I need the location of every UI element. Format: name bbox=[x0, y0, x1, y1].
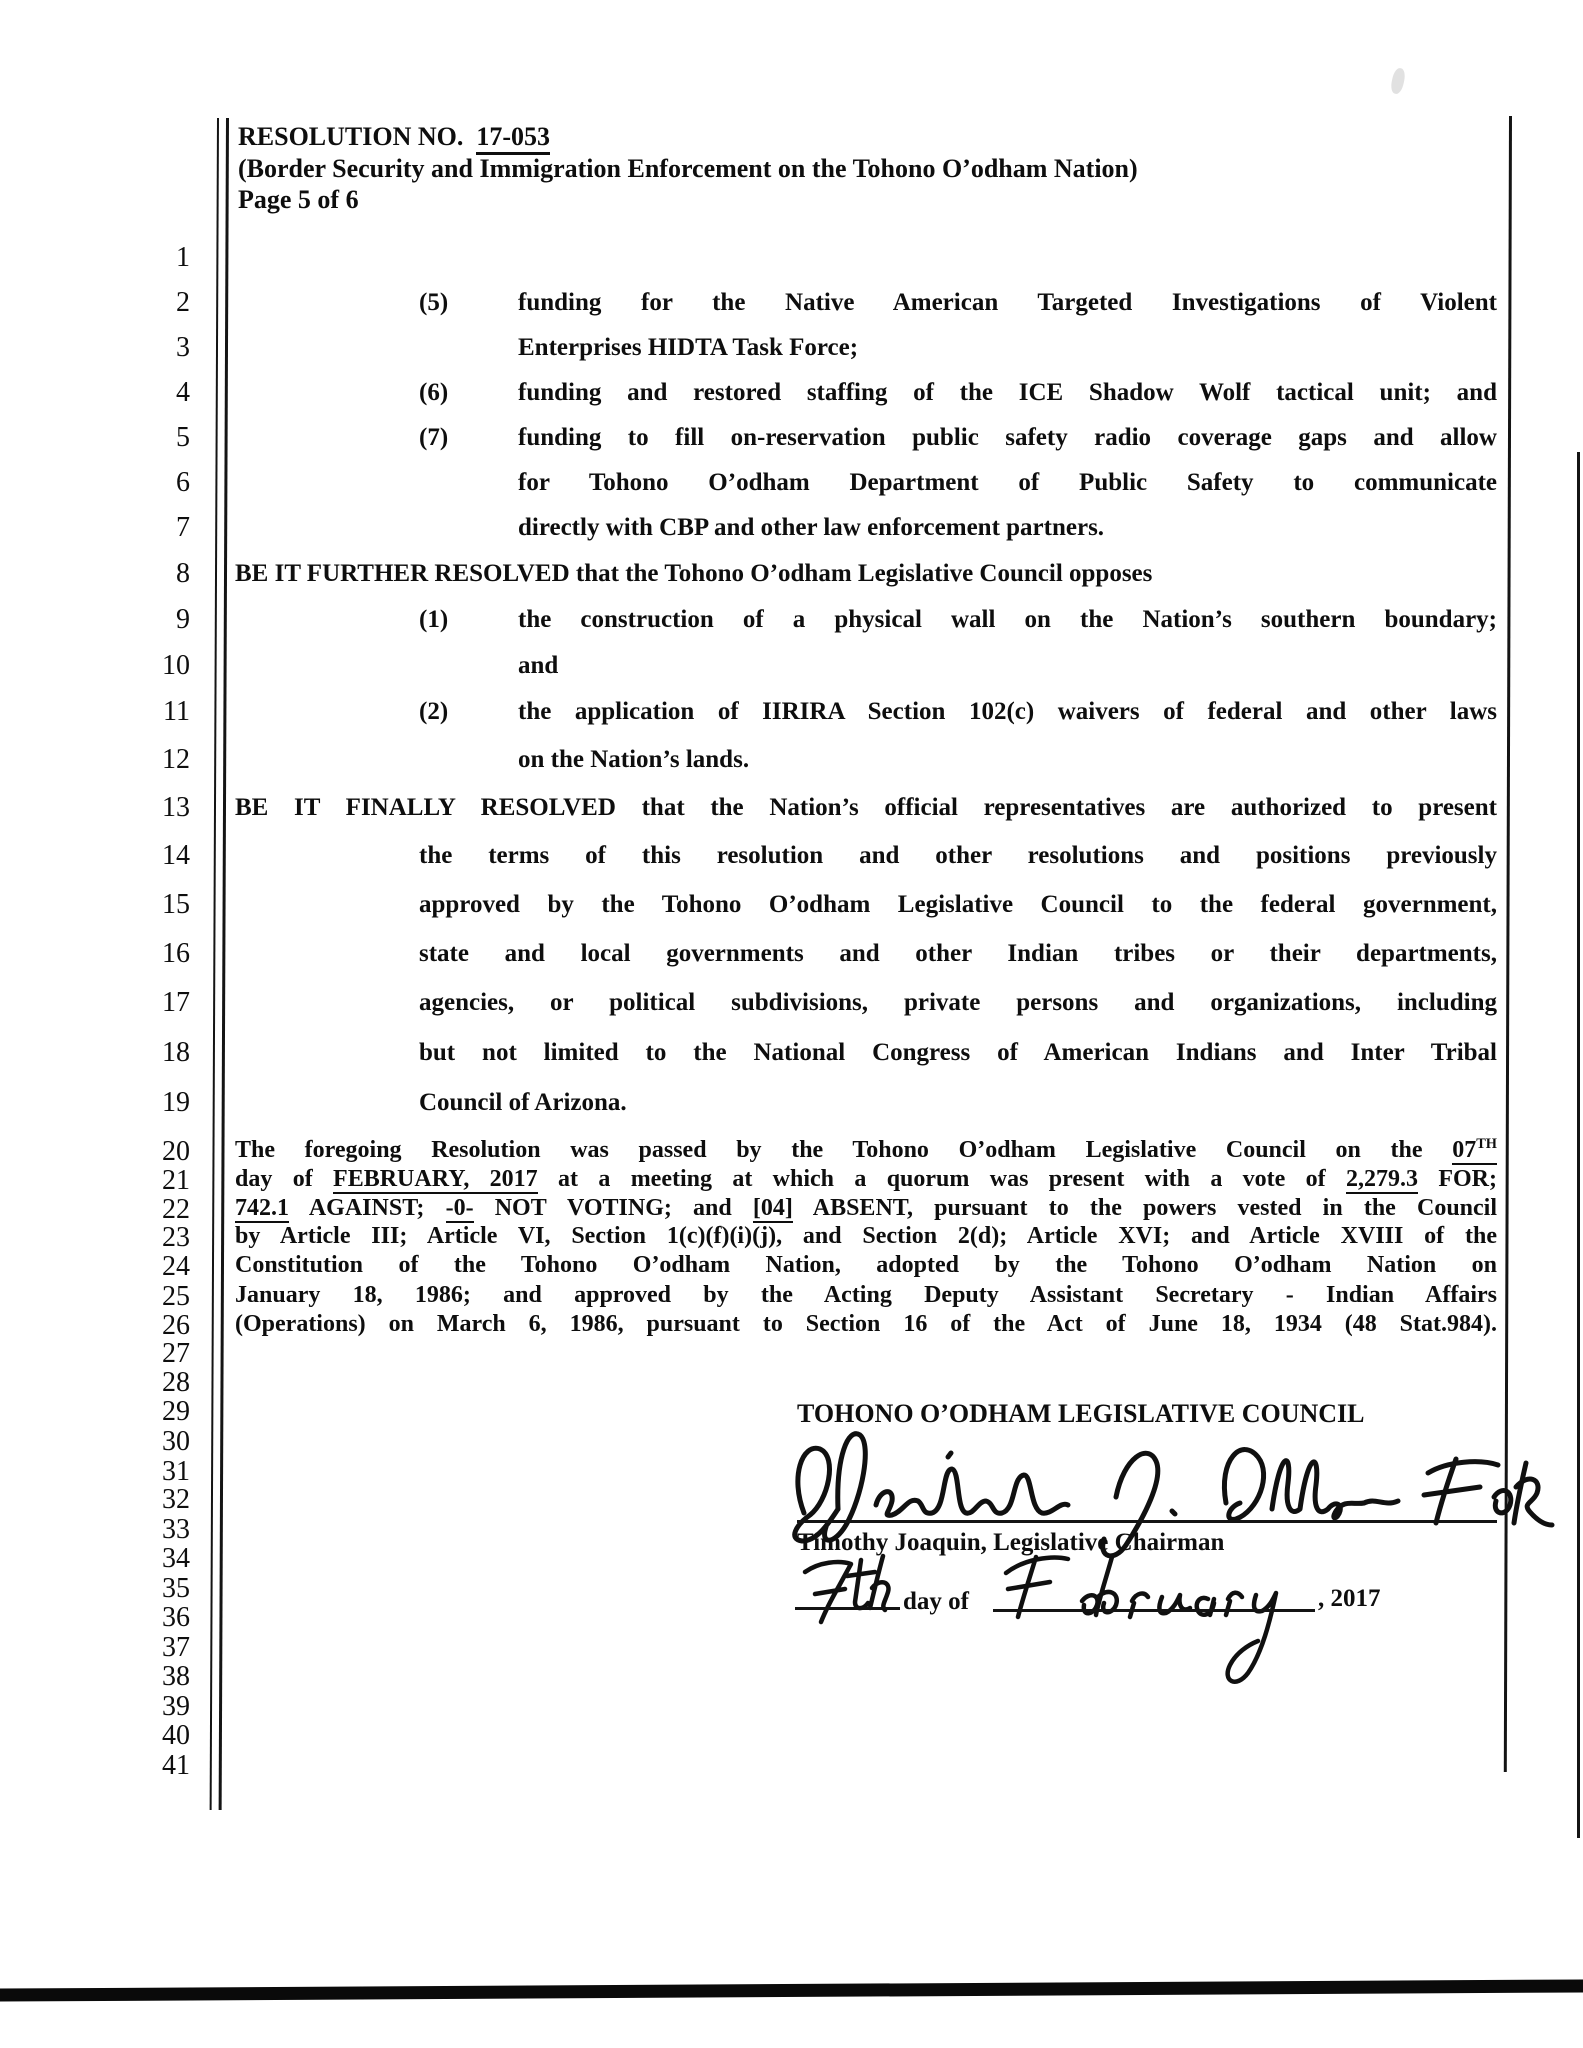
list-item-label: (1) bbox=[419, 606, 449, 633]
text-line: funding to fill on-reservation public safety radio coverage gaps and allow bbox=[518, 424, 1497, 451]
text-line: the application of IIRIRA Section 102(c) waivers of federal and other laws bbox=[518, 698, 1497, 725]
line-number: 34 bbox=[162, 1543, 190, 1574]
line-number: 36 bbox=[162, 1602, 190, 1633]
line-number: 16 bbox=[162, 938, 190, 969]
text-line: for Tohono O’odham Department of Public Safety to communicate bbox=[518, 469, 1497, 496]
line-number: 28 bbox=[162, 1367, 190, 1398]
line-number: 9 bbox=[176, 604, 190, 635]
line-number: 17 bbox=[162, 987, 190, 1018]
line-number: 20 bbox=[162, 1136, 190, 1167]
text-line bbox=[235, 1194, 1497, 1223]
line-number: 21 bbox=[162, 1165, 190, 1196]
text-segment: at a meeting at which a quorum was present with a vote of bbox=[537, 1166, 1346, 1192]
line-number: 4 bbox=[176, 377, 190, 408]
line-number: 6 bbox=[176, 467, 190, 498]
line-number: 26 bbox=[162, 1310, 190, 1341]
text-line: Constitution of the Tohono O’odham Nation, adopted by the Tohono O’odham Nation on bbox=[235, 1252, 1497, 1278]
line-number: 12 bbox=[162, 744, 190, 775]
text-line: the construction of a physical wall on the Nation’s southern boundary; bbox=[518, 606, 1497, 633]
line-number: 22 bbox=[162, 1194, 190, 1225]
text-segment: ABSENT, pursuant to the powers vested in the Council bbox=[792, 1195, 1497, 1221]
text-line: BE IT FURTHER RESOLVED that the Tohono O’odham Legislative Council opposes bbox=[235, 560, 1153, 587]
line-number: 15 bbox=[162, 889, 190, 920]
underlined-text: 742.1 bbox=[235, 1195, 289, 1221]
line-number: 11 bbox=[163, 696, 190, 727]
line-number: 13 bbox=[162, 792, 190, 823]
text-line: and bbox=[518, 652, 559, 679]
line-number: 8 bbox=[176, 558, 190, 589]
text-line: but not limited to the National Congress of American Indians and Inter Tribal bbox=[419, 1039, 1497, 1066]
text-line: Enterprises HIDTA Task Force; bbox=[518, 334, 859, 361]
text-line: Council of Arizona. bbox=[419, 1089, 627, 1116]
underlined-text: [04] bbox=[752, 1195, 793, 1221]
line-number: 18 bbox=[162, 1037, 190, 1068]
line-number: 2 bbox=[176, 287, 190, 318]
text-line: state and local governments and other Indian tribes or their departments, bbox=[419, 940, 1497, 967]
signatory-name: Timothy Joaquin, Legislative Chairman bbox=[797, 1529, 1225, 1556]
line-number: 41 bbox=[162, 1750, 190, 1781]
resolution-number: 17-053 bbox=[476, 122, 550, 155]
underlined-text: TH bbox=[1476, 1136, 1497, 1152]
line-number: 29 bbox=[162, 1396, 190, 1427]
line-number: 37 bbox=[162, 1632, 190, 1663]
text-segment: AGAINST; bbox=[289, 1195, 446, 1221]
line-number: 19 bbox=[162, 1087, 190, 1118]
line-number: 24 bbox=[162, 1251, 190, 1282]
text-segment: FOR; bbox=[1418, 1166, 1497, 1192]
resolution-title-prefix: RESOLUTION NO. bbox=[238, 122, 464, 151]
underlined-text: -0- bbox=[445, 1195, 474, 1221]
handwritten-day bbox=[795, 1552, 905, 1627]
left-margin-rule bbox=[210, 118, 229, 1810]
line-number: 23 bbox=[162, 1222, 190, 1253]
text-line: approved by the Tohono O’odham Legislative Council to the federal government, bbox=[419, 891, 1497, 918]
line-number: 1 bbox=[176, 242, 190, 273]
line-number: 3 bbox=[176, 332, 190, 363]
text-line: agencies, or political subdivisions, private persons and organizations, including bbox=[419, 989, 1497, 1016]
text-line: directly with CBP and other law enforcement partners. bbox=[518, 514, 1105, 541]
list-item-label: (2) bbox=[419, 698, 449, 725]
line-number: 5 bbox=[176, 422, 190, 453]
list-item-label: (5) bbox=[419, 289, 449, 316]
line-number: 31 bbox=[162, 1456, 190, 1487]
underlined-text: 07 bbox=[1452, 1137, 1477, 1163]
month-blank-line bbox=[993, 1609, 1315, 1612]
resolution-subtitle: (Border Security and Immigration Enforcement on the Tohono O’odham Nation) bbox=[238, 153, 1138, 183]
line-number: 27 bbox=[162, 1338, 190, 1369]
signature-line bbox=[797, 1520, 1497, 1523]
line-number: 38 bbox=[162, 1661, 190, 1692]
text-line: funding for the Native American Targeted Investigations of Violent bbox=[518, 289, 1497, 316]
line-number: 32 bbox=[162, 1484, 190, 1515]
underlined-text: FEBRUARY, 2017 bbox=[333, 1166, 538, 1192]
council-heading: TOHONO O’ODHAM LEGISLATIVE COUNCIL bbox=[797, 1399, 1365, 1428]
line-number: 14 bbox=[162, 840, 190, 871]
text-line: funding and restored staffing of the ICE Shadow Wolf tactical unit; and bbox=[518, 379, 1497, 406]
page-indicator: Page 5 of 6 bbox=[238, 185, 359, 214]
text-line: January 18, 1986; and approved by the Acting Deputy Assistant Secretary - Indian Affairs bbox=[235, 1282, 1497, 1308]
line-number: 40 bbox=[162, 1720, 190, 1751]
line-number: 30 bbox=[162, 1426, 190, 1457]
line-number: 10 bbox=[162, 650, 190, 681]
list-item-label: (7) bbox=[419, 424, 449, 451]
day-blank-line bbox=[795, 1607, 900, 1610]
text-line bbox=[235, 1165, 1497, 1194]
line-number: 39 bbox=[162, 1691, 190, 1722]
line-number: 33 bbox=[162, 1514, 190, 1545]
text-segment: day of bbox=[235, 1166, 334, 1192]
scan-smudge bbox=[1389, 67, 1406, 95]
list-item-label: (6) bbox=[419, 379, 449, 406]
resolution-title bbox=[238, 121, 1138, 153]
text-line: on the Nation’s lands. bbox=[518, 746, 750, 773]
year-label: , 2017 bbox=[1318, 1585, 1381, 1612]
text-line: the terms of this resolution and other resolutions and positions previously bbox=[419, 842, 1497, 869]
day-of-label: day of bbox=[903, 1588, 969, 1615]
line-number: 7 bbox=[176, 512, 190, 543]
text-line: BE IT FINALLY RESOLVED that the Nation’s official representatives are authorized to present bbox=[235, 794, 1497, 821]
text-line: (Operations) on March 6, 1986, pursuant to Section 16 of the Act of June 18, 1934 (48 Stat.984). bbox=[235, 1311, 1497, 1337]
text-line bbox=[235, 1136, 1497, 1165]
handwritten-month bbox=[990, 1545, 1340, 1695]
line-number: 25 bbox=[162, 1281, 190, 1312]
text-segment: The foregoing Resolution was passed by the Tohono O’odham Legislative Council on the bbox=[235, 1137, 1453, 1163]
text-line: by Article III; Article VI, Section 1(c)(f)(i)(j), and Section 2(d); Article XVI; and Article XVIII of the bbox=[235, 1223, 1497, 1249]
line-number: 35 bbox=[162, 1573, 190, 1604]
text-segment: NOT VOTING; and bbox=[473, 1195, 753, 1221]
document-header bbox=[238, 121, 1138, 216]
underlined-text: 2,279.3 bbox=[1346, 1166, 1418, 1192]
bottom-scan-bar bbox=[0, 1979, 1583, 2001]
